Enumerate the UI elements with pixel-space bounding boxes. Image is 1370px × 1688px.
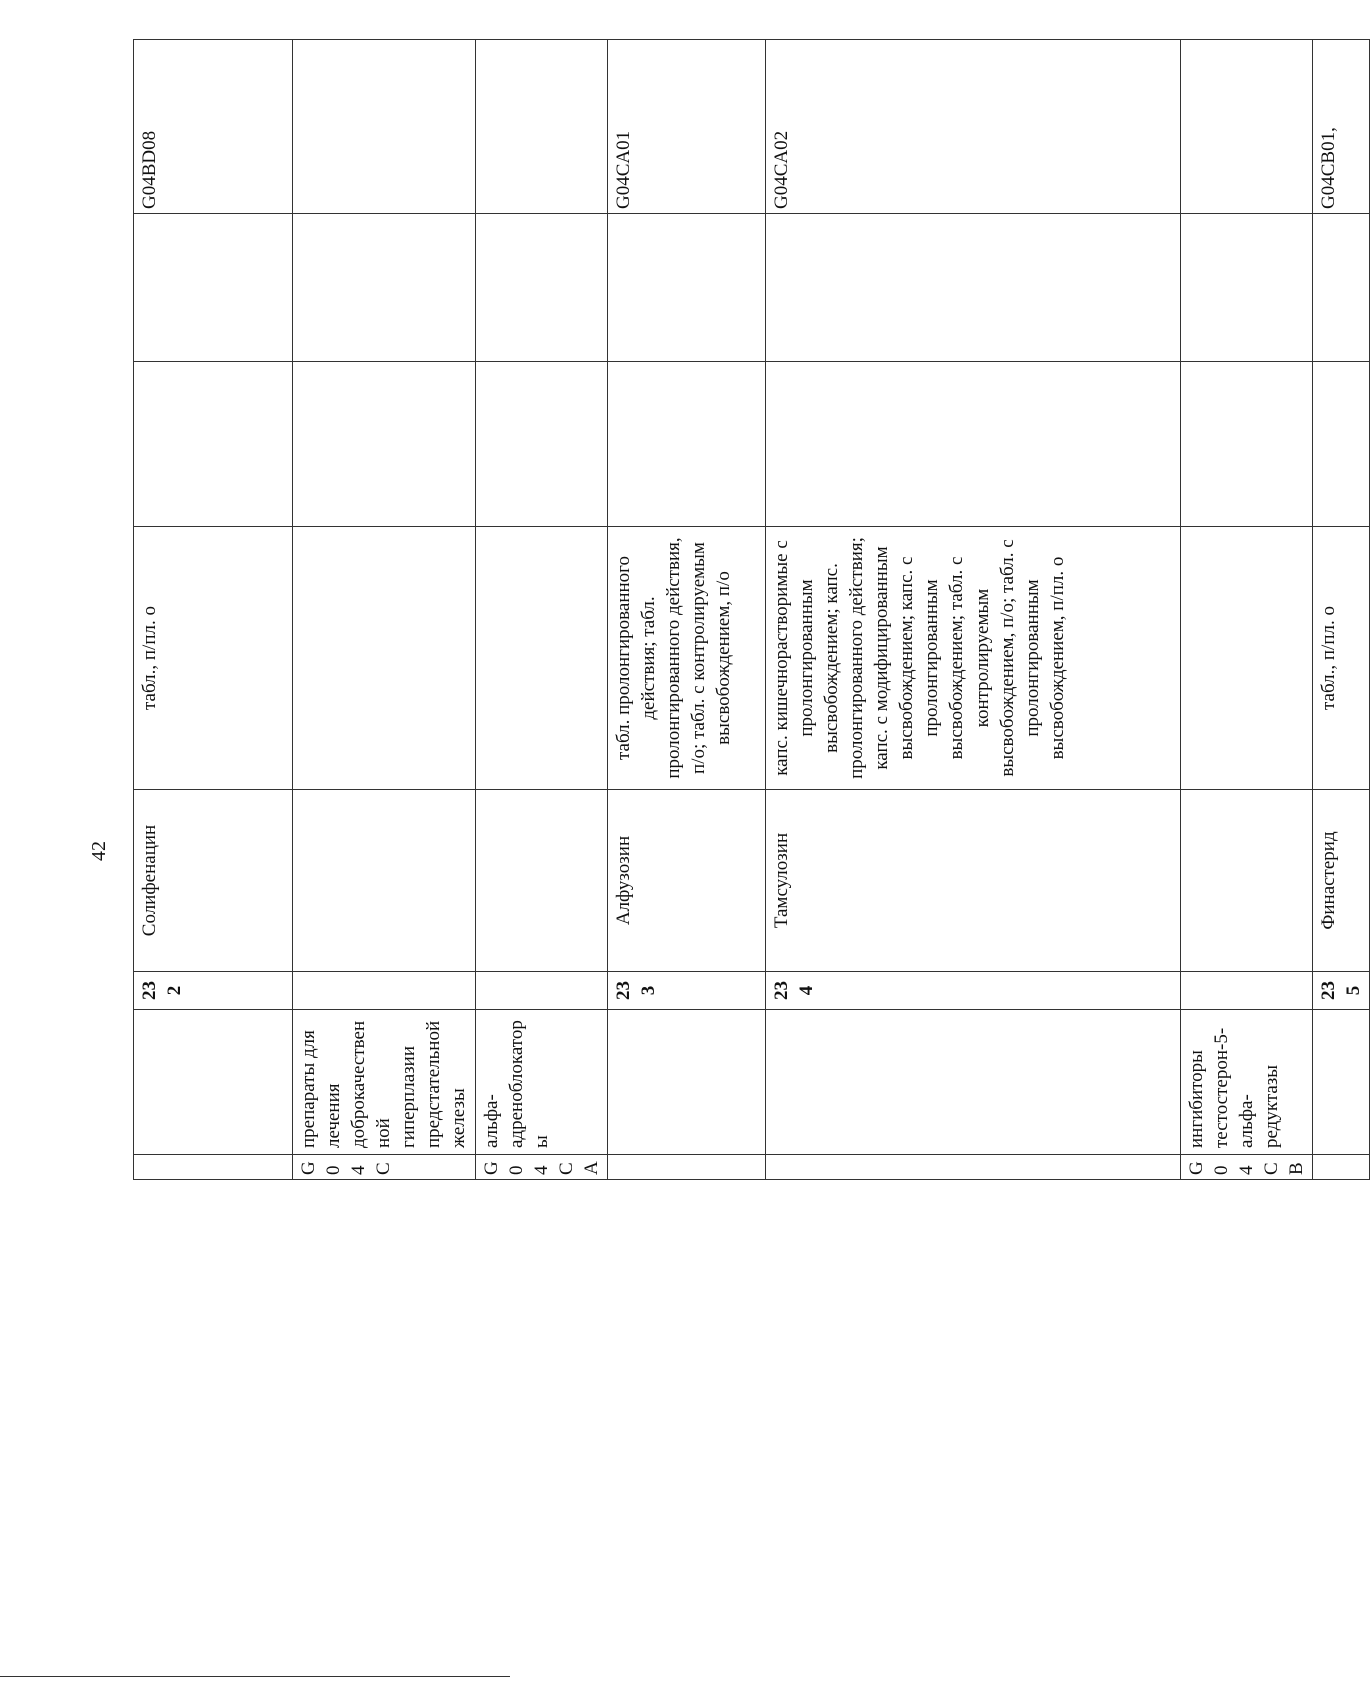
row-number-cell <box>475 972 607 1010</box>
drug-name-cell: Солифенацин <box>134 790 293 972</box>
drug-name-cell <box>293 790 476 972</box>
empty-cell <box>293 214 476 362</box>
drug-name-cell: Финастерид <box>1313 790 1370 972</box>
dosage-forms-cell <box>475 527 607 790</box>
group-cell: альфа-адреноблокаторы <box>475 1010 607 1155</box>
atc-code-cell: G04CB <box>1180 1155 1312 1180</box>
rotated-table-container <box>133 40 1365 1180</box>
empty-cell <box>1313 362 1370 527</box>
table-row <box>1313 40 1370 1180</box>
table-row <box>134 40 293 1180</box>
row-number-cell <box>1180 972 1312 1010</box>
drug-code-cell <box>475 40 607 214</box>
dosage-forms-cell <box>293 527 476 790</box>
empty-cell <box>765 214 1180 362</box>
atc-code-cell <box>607 1155 765 1180</box>
row-number-cell: 235 <box>1313 972 1370 1010</box>
table-row <box>765 40 1180 1180</box>
group-cell <box>134 1010 293 1155</box>
empty-cell <box>765 362 1180 527</box>
atc-code-cell <box>1313 1155 1370 1180</box>
group-cell <box>765 1010 1180 1155</box>
table-row <box>607 40 765 1180</box>
empty-cell <box>607 362 765 527</box>
drug-code-cell: G04CA02 <box>765 40 1180 214</box>
dosage-forms-cell: капс. кишечнорастворимые с пролонгированным высвобождением; капс. пролонгированного действия; капс. с модифицированным высвобождением; капс. с пролонгированным высвобождением; табл. с контролируемым высвобождением, п/о; табл. с пролонгированным высвобождением, п/пл. о <box>765 527 1180 790</box>
drug-code-cell: G04BD08 <box>134 40 293 214</box>
atc-code-cell: G04CA <box>475 1155 607 1180</box>
empty-cell <box>475 214 607 362</box>
row-number-cell: 232 <box>134 972 293 1010</box>
drug-name-cell <box>1180 790 1312 972</box>
drug-name-cell: Тамсулозин <box>765 790 1180 972</box>
table-row <box>1180 40 1312 1180</box>
table-row <box>293 40 476 1180</box>
page-number: 42 <box>88 841 110 861</box>
drug-table <box>133 39 1370 1180</box>
dosage-forms-cell: табл. пролонгированного действия; табл. пролонгированного действия, п/о; табл. с контролируемым высвобождением, п/о <box>607 527 765 790</box>
drug-name-cell <box>475 790 607 972</box>
table-row <box>475 40 607 1180</box>
row-number-cell: 233 <box>607 972 765 1010</box>
drug-code-cell <box>1180 40 1312 214</box>
empty-cell <box>134 362 293 527</box>
group-cell: препараты для лечения доброкачественной гиперплазии предстательной железы <box>293 1010 476 1155</box>
dosage-forms-cell: табл., п/пл. о <box>1313 527 1370 790</box>
atc-code-cell <box>134 1155 293 1180</box>
empty-cell <box>607 214 765 362</box>
row-number-cell: 234 <box>765 972 1180 1010</box>
atc-code-cell <box>765 1155 1180 1180</box>
group-cell <box>607 1010 765 1155</box>
footnote-divider <box>0 1676 510 1677</box>
drug-name-cell: Алфузозин <box>607 790 765 972</box>
dosage-forms-cell: табл., п/пл. о <box>134 527 293 790</box>
drug-code-cell: G04CB01, <box>1313 40 1370 214</box>
empty-cell <box>1180 214 1312 362</box>
empty-cell <box>293 362 476 527</box>
empty-cell <box>134 214 293 362</box>
group-cell <box>1313 1010 1370 1155</box>
empty-cell <box>1313 214 1370 362</box>
atc-code-cell: G04C <box>293 1155 476 1180</box>
empty-cell <box>1180 362 1312 527</box>
row-number-cell <box>293 972 476 1010</box>
empty-cell <box>475 362 607 527</box>
group-cell: ингибиторы тестостерон-5-альфа-редуктазы <box>1180 1010 1312 1155</box>
dosage-forms-cell <box>1180 527 1312 790</box>
drug-code-cell <box>293 40 476 214</box>
drug-code-cell: G04CA01 <box>607 40 765 214</box>
